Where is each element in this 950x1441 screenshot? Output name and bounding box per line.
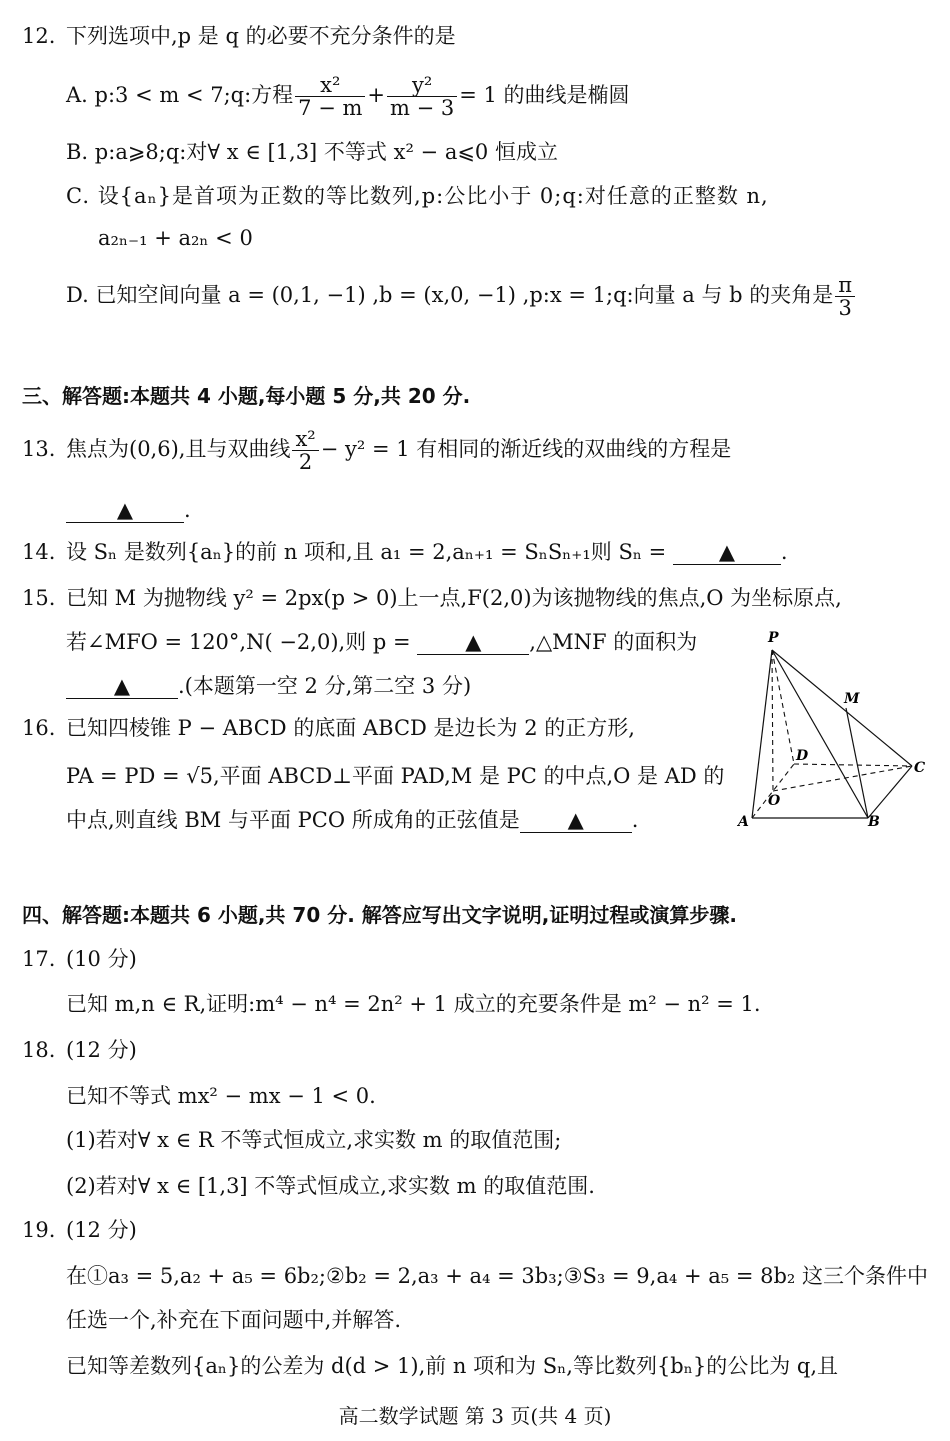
option-text: p:a⩾8;q:对∀ x ∈ [1,3] 不等式 x² − a⩽0 恒成立 [94,140,558,164]
answer-blank[interactable]: ▲ [66,498,184,523]
plus-sign: + [367,83,386,107]
question-number: 19. [22,1218,56,1242]
question-16-line2 [66,762,724,790]
period: . [631,808,639,832]
option-text: a₂ₙ₋₁ + a₂ₙ < 0 [98,226,253,250]
answer-blank-2[interactable]: ▲ [66,674,178,699]
label-m: M [844,691,860,707]
option-label: D. [66,283,89,307]
edge-dc [794,764,912,766]
question-number: 15. [22,586,56,610]
question-13-answer [66,496,191,524]
question-text: − y² = 1 有相同的渐近线的双曲线的方程是 [320,437,732,461]
question-19-line2: 任选一个,补充在下面问题中,并解答. [66,1308,402,1332]
denominator: 7 − m [298,96,363,120]
label-b: B [868,814,880,830]
label-p: P [768,630,779,646]
segment-po [772,650,773,791]
pyramid-figure [730,628,935,833]
numerator: π [835,274,855,297]
option-c [66,182,769,210]
question-text: PA = PD = √5,平面 ABCD⊥平面 PAD,M 是 PC 的中点,O 是 AD 的 [66,764,725,788]
question-number: 13. [22,437,56,461]
question-13 [22,426,731,473]
edge-bc [868,766,912,818]
question-18-text: 已知不等式 mx² − mx − 1 < 0. [66,1084,376,1108]
option-d [66,272,857,319]
segment-bm [846,708,868,818]
edge-pb [772,650,868,818]
question-text: 若∠MFO = 120°,N( −2,0),则 p = [66,630,411,654]
question-text: 下列选项中,p 是 q 的必要不充分条件的是 [66,24,456,48]
numerator: y² [387,74,457,97]
question-17 [22,945,137,973]
question-19-line1: 在①a₃ = 5,a₂ + a₅ = 6b₂;②b₂ = 2,a₃ + a₄ = 3b₃;③S₃ = 9,a₄ + a₅ = 8b₂ 这三个条件中 [66,1264,929,1288]
fraction [835,274,855,319]
option-label: B. [66,140,89,164]
answer-blank[interactable]: ▲ [520,808,632,833]
numerator: x² [292,428,318,451]
label-c: C [914,760,926,776]
option-text: = 1 的曲线是椭圆 [459,83,630,107]
denominator: 3 [838,296,852,320]
option-b [66,138,558,166]
segment-oc [773,766,912,791]
question-text: 设 Sₙ 是数列{aₙ}的前 n 项和,且 a₁ = 2,aₙ₊₁ = SₙSₙ₊₁则 Sₙ = [66,540,667,564]
question-15-line2 [66,628,697,656]
question-text: .(本题第一空 2 分,第二空 3 分) [178,674,472,698]
question-text: 已知 M 为抛物线 y² = 2px(p > 0)上一点,F(2,0)为该抛物线的焦点,O 为坐标原点, [66,586,842,610]
label-o: O [768,793,781,809]
question-16 [22,714,635,742]
fraction [295,74,365,119]
question-text: 焦点为(0,6),且与双曲线 [66,437,291,461]
label-d: D [796,748,809,764]
question-15-line3 [66,672,471,700]
numerator: x² [295,74,365,97]
option-text: 已知空间向量 a = (0,1, −1) ,b = (x,0, −1) ,p:x = 1;q:向量 a 与 b 的夹角是 [95,283,834,307]
denominator: m − 3 [390,96,455,120]
question-number: 14. [22,540,56,564]
question-19-line3: 已知等差数列{aₙ}的公差为 d(d > 1),前 n 项和为 Sₙ,等比数列{bₙ}的公比为 q,且 [66,1354,838,1378]
question-18-part1: (1)若对∀ x ∈ R 不等式恒成立,求实数 m 的取值范围; [66,1128,562,1152]
option-text: 设{aₙ}是首项为正数的等比数列,p:公比小于 0;q:对任意的正整数 n, [97,184,769,208]
edge-pd [772,650,794,764]
question-text: 中点,则直线 BM 与平面 PCO 所成角的正弦值是 [66,808,520,832]
question-number: 12. [22,24,56,48]
question-19 [22,1216,137,1244]
question-17-text: 已知 m,n ∈ R,证明:m⁴ − n⁴ = 2n² + 1 成立的充要条件是 m² − n² = 1. [66,992,761,1016]
question-number: 16. [22,716,56,740]
edge-pc [772,650,912,766]
option-label: A. [66,83,88,107]
question-18 [22,1036,137,1064]
option-a [66,72,630,119]
question-14 [22,538,788,566]
answer-blank[interactable]: ▲ [673,540,781,565]
question-points: (10 分) [66,947,137,971]
option-text: p:3 < m < 7;q:方程 [94,83,294,107]
question-text: ,△MNF 的面积为 [529,630,698,654]
question-number: 17. [22,947,56,971]
question-points: (12 分) [66,1038,137,1062]
label-a: A [738,814,749,830]
period: . [184,498,191,522]
answer-blank-1[interactable]: ▲ [417,630,529,655]
option-c-continued [98,224,253,252]
fraction [292,428,318,473]
option-label: C. [66,184,90,208]
page-footer: 高二数学试题 第 3 页(共 4 页) [338,1404,612,1428]
fraction [387,74,457,119]
question-12-stem [22,22,456,50]
denominator: 2 [298,450,313,474]
question-18-part2: (2)若对∀ x ∈ [1,3] 不等式恒成立,求实数 m 的取值范围. [66,1174,595,1198]
question-16-line3 [66,806,638,834]
question-number: 18. [22,1038,56,1062]
question-points: (12 分) [66,1218,137,1242]
question-15 [22,584,842,612]
period: . [780,540,788,564]
question-text: 已知四棱锥 P − ABCD 的底面 ABCD 是边长为 2 的正方形, [66,716,635,740]
section-heading: 四、解答题:本题共 6 小题,共 70 分. 解答应写出文字说明,证明过程或演算步骤. [22,903,737,927]
section-heading: 三、解答题:本题共 4 小题,每小题 5 分,共 20 分. [22,384,471,408]
